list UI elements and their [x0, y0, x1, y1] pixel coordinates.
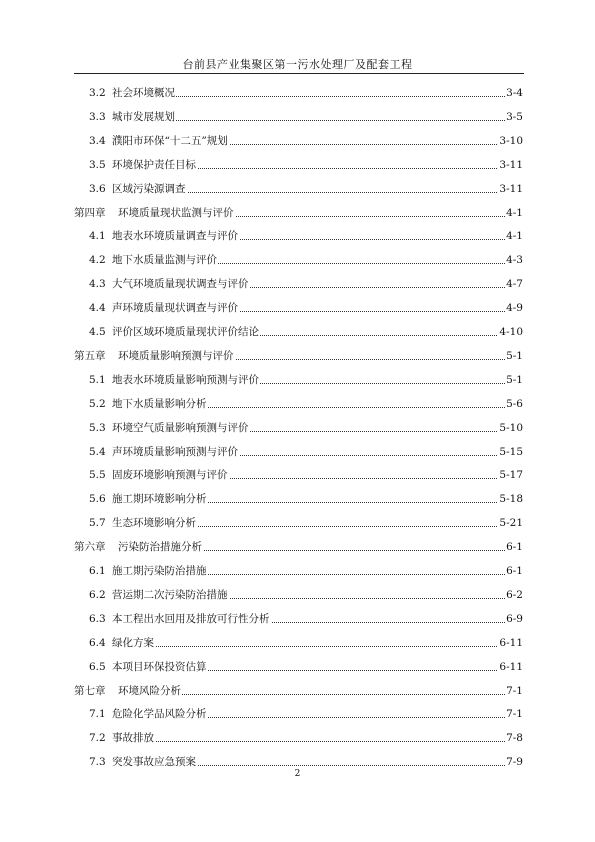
toc-page-number: 6-1	[505, 538, 523, 556]
toc-entry-number: 5.3	[89, 421, 106, 434]
toc-entry-title: 地下水质量监测与评价	[112, 251, 218, 269]
toc-chapter-entry[interactable]	[0, 347, 595, 365]
toc-entry-title: 绿化方案	[112, 634, 155, 652]
toc-chapter-entry[interactable]	[0, 682, 595, 700]
toc-page-number: 3-11	[498, 180, 523, 198]
toc-entry-title: 突发事故应急预案	[112, 753, 197, 771]
toc-page-number: 6-11	[498, 634, 523, 652]
toc-page-number: 5-1	[505, 347, 523, 365]
toc-page-number: 4-1	[505, 227, 523, 245]
toc-entry-number: 3.4	[89, 134, 106, 147]
toc-page-number: 7-9	[505, 753, 523, 771]
toc-entry-number: 5.7	[89, 517, 106, 530]
toc-entry-title: 污染防治措施分析	[118, 538, 203, 556]
toc-section-entry[interactable]	[0, 419, 595, 437]
toc-section-entry[interactable]	[0, 658, 595, 676]
toc-entry-number: 6.3	[89, 612, 106, 625]
toc-entry-title: 地表水环境质量影响预测与评价	[112, 371, 260, 389]
toc-page-number: 5-17	[498, 466, 523, 484]
toc-entry-title: 事故排放	[112, 729, 155, 747]
toc-dot-leader	[112, 646, 519, 647]
page-number: 2	[294, 769, 301, 779]
toc-page-number: 5-10	[498, 419, 523, 437]
toc-entry-title: 声环境质量现状调查与评价	[112, 299, 239, 317]
toc-entry-title: 区域污染源调查	[112, 180, 187, 198]
toc-entry-number: 6.5	[89, 660, 106, 673]
toc-entry-number: 6.4	[89, 636, 106, 649]
toc-entry-number: 3.6	[89, 182, 106, 195]
toc-entry-title: 危险化学品风险分析	[112, 705, 208, 723]
toc-entry-title: 社会环境概况	[112, 84, 176, 102]
toc-page-number: 5-6	[505, 395, 523, 413]
toc-section-entry[interactable]	[0, 251, 595, 269]
toc-page-number: 5-21	[498, 514, 523, 532]
toc-entry-title: 施工期污染防治措施	[112, 562, 208, 580]
toc-entry-title: 环境质量现状监测与评价	[118, 204, 235, 222]
toc-page-number: 7-1	[505, 682, 523, 700]
toc-section-entry[interactable]	[0, 395, 595, 413]
toc-entry-number: 7.1	[89, 708, 106, 721]
toc-entry-number: 4.4	[89, 302, 106, 315]
toc-section-entry[interactable]	[0, 132, 595, 150]
toc-entry-title: 环境风险分析	[118, 682, 182, 700]
toc-entry-number: 6.1	[89, 565, 106, 577]
toc-entry-number: 5.2	[89, 397, 106, 410]
toc-entry-number: 5.5	[89, 469, 106, 482]
toc-section-entry[interactable]	[0, 156, 595, 174]
toc-page-number: 4-3	[505, 251, 523, 269]
toc-page-number: 4-1	[505, 204, 523, 222]
toc-section-entry[interactable]	[0, 610, 595, 628]
toc-section-entry[interactable]	[0, 108, 595, 126]
toc-section-entry[interactable]	[0, 634, 595, 652]
toc-entry-number: 5.6	[89, 493, 106, 506]
toc-entry-title: 地下水质量影响分析	[112, 395, 208, 413]
toc-entry-title: 本项目环保投资估算	[112, 658, 208, 676]
toc-entry-number: 5.1	[89, 373, 106, 386]
toc-page-number: 6-11	[498, 658, 523, 676]
toc-entry-number: 第四章	[74, 206, 106, 219]
toc-page-number: 5-15	[498, 443, 523, 461]
toc-entry-number: 第五章	[74, 349, 106, 362]
toc-entry-number: 第七章	[74, 684, 106, 697]
toc-entry-number: 7.2	[89, 732, 106, 745]
toc-entry-number: 6.2	[89, 588, 106, 601]
toc-section-entry[interactable]	[0, 299, 595, 317]
toc-entry-title: 评价区域环境质量现状评价结论	[112, 323, 260, 341]
toc-entry-title: 本工程出水回用及排放可行性分析	[112, 610, 271, 628]
toc-entry-title: 环境保护责任目标	[112, 156, 197, 174]
toc-entry-title: 濮阳市环保“十二五”规划	[112, 132, 229, 150]
toc-page-number: 3-4	[505, 84, 523, 102]
toc-section-entry[interactable]	[0, 180, 595, 198]
running-header: 台前县产业集聚区第一污水处理厂及配套工程	[182, 58, 413, 71]
toc-entry-title: 生态环境影响分析	[112, 514, 197, 532]
toc-page-number: 5-18	[498, 490, 523, 508]
toc-entry-title: 环境空气质量影响预测与评价	[112, 419, 250, 437]
toc-entry-title: 城市发展规划	[112, 108, 176, 126]
toc-page-number: 3-10	[498, 132, 523, 150]
toc-entry-title: 施工期环境影响分析	[112, 490, 208, 508]
toc-entry-title: 大气环境质量现状调查与评价	[112, 275, 250, 293]
header-divider	[74, 73, 524, 74]
toc-page-number: 4-7	[505, 275, 523, 293]
toc-entry-number: 7.3	[89, 756, 106, 769]
toc-entry-number: 第六章	[74, 541, 106, 554]
toc-section-entry[interactable]	[0, 729, 595, 747]
toc-page-number: 3-11	[498, 156, 523, 174]
toc-entry-number: 4.1	[89, 230, 106, 243]
toc-dot-leader	[112, 741, 519, 742]
toc-entry-number: 4.5	[89, 326, 106, 338]
toc-entry-number: 3.3	[89, 110, 106, 123]
toc-section-entry[interactable]	[0, 514, 595, 532]
toc-entry-number: 4.2	[89, 254, 106, 267]
toc-page-number: 6-1	[505, 562, 523, 580]
toc-entry-number: 4.3	[89, 278, 106, 291]
toc-entry-title: 地表水环境质量调查与评价	[112, 227, 239, 245]
toc-entry-number: 3.5	[89, 158, 106, 171]
toc-chapter-entry[interactable]	[0, 538, 595, 556]
toc-page-number: 4-9	[505, 299, 523, 317]
toc-section-entry[interactable]	[0, 275, 595, 293]
toc-page-number: 6-2	[505, 586, 523, 604]
toc-entry-number: 5.4	[89, 445, 106, 458]
toc-page-number: 5-1	[505, 371, 523, 389]
toc-entry-number: 3.2	[89, 87, 106, 99]
toc-chapter-entry[interactable]	[0, 204, 595, 222]
toc-page-number: 4-10	[498, 323, 523, 341]
toc-section-entry[interactable]	[0, 586, 595, 604]
toc-page-number: 3-5	[505, 108, 523, 126]
toc-section-entry[interactable]	[0, 84, 595, 102]
toc-section-entry[interactable]	[0, 562, 595, 580]
toc-section-entry[interactable]	[0, 227, 595, 245]
toc-entry-title: 环境质量影响预测与评价	[118, 347, 235, 365]
toc-section-entry[interactable]	[0, 466, 595, 484]
toc-section-entry[interactable]	[0, 705, 595, 723]
toc-section-entry[interactable]	[0, 490, 595, 508]
toc-entry-title: 营运期二次污染防治措施	[112, 586, 229, 604]
toc-section-entry[interactable]	[0, 371, 595, 389]
toc-section-entry[interactable]	[0, 443, 595, 461]
toc-page-number: 6-9	[505, 610, 523, 628]
toc-page-number: 7-1	[505, 705, 523, 723]
toc-section-entry[interactable]	[0, 323, 595, 341]
toc-entry-title: 声环境质量影响预测与评价	[112, 443, 239, 461]
toc-entry-title: 固废环境影响预测与评价	[112, 466, 229, 484]
toc-page-number: 7-8	[505, 729, 523, 747]
